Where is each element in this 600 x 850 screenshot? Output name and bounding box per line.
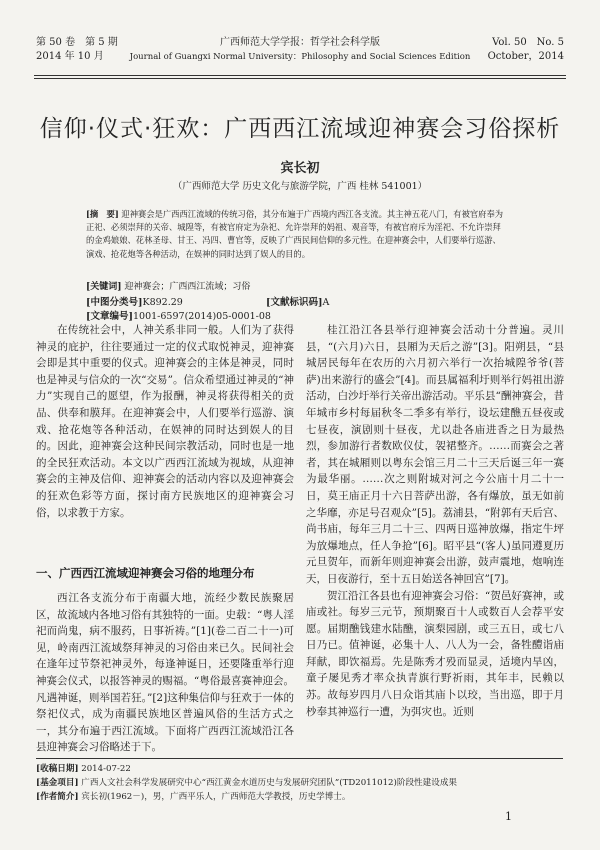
doc-code-label: [文献标识码] (266, 297, 323, 308)
header-center (36, 36, 564, 64)
header-right (488, 36, 564, 64)
volume-issue-en: Vol. 50 No. 5 (492, 37, 564, 48)
article-no-label: [文章编号] (86, 311, 133, 322)
left-column-section (36, 590, 294, 756)
issue-date-en: October，2014 (487, 51, 564, 62)
section-paragraph: 西江各支流分布于南疆大地，流经少数民族聚居区，故流域内各地习俗有其独特的一面。史载：“粤人淫祀而尚鬼，病不服药，日事祈祷。”[1](卷二百二十一)可见，岭南西江流域祭拜神灵的习俗由来已久。民间社会在逢年过节祭祀神灵外，每逢神诞日，还要隆重举行迎神赛会仪式，以报答神灵的赐福。“粤俗最喜赛神迎会。凡遇神诞，则举国若狂。”[2]这种集信仰与狂欢于一体的祭祀仪式，成为南疆民族地区普遍风俗的生活方式之一，其分布遍于西江流域。下面将广西西江流域沿江各县迎神赛会习俗略述于下。 (36, 592, 294, 754)
intro-paragraph: 在传统社会中，人神关系非同一般。人们为了获得神灵的庇护，往往要通过一定的仪式取悦神灵，迎神赛会即是其中重要的仪式。迎神赛会的主体是神灵，同时也是神灵与信众的一次“交易”。信众希望通过神灵的“神力”实现自己的愿望，作为报酬，神灵将获得相关的贡品、供奉和膜拜。在迎神赛会中，人们要举行巡游、演戏、抢花炮等各种活动，在娱神的同时达到娱人的目的。因此，迎神赛会这种民间宗教活动，同时也是一地的全民狂欢活动。本文以广西西江流域为视域，从迎神赛会的主神及信仰、迎神赛会的活动内容以及迎神赛会的狂欢色彩等方面，探讨南方民族地区的迎神赛会习俗，以求教于方家。 (36, 324, 294, 519)
journal-name-cn: 广西师范大学学报：哲学社会科学版 (220, 37, 380, 48)
doc-code: A (322, 297, 330, 308)
abstract (86, 208, 508, 261)
footnotes (36, 762, 564, 804)
keywords-label: [关键词] (86, 282, 122, 292)
keywords-text: 迎神赛会；广西西江流域；习俗 (124, 282, 251, 292)
abstract-text: 迎神赛会是广西西江流域的传统习俗，其分布遍于广西境内西江各支流。其主神五花八门，有被官府奉为正祀、必须崇拜的关帝、城隍等，有被官府定为杂祀、允许崇拜的妈祖、观音等，有被官府斥为淫祀、不允许崇拜的金鸡娘娘、花林圣母、甘王、冯四、曹官等，反映了广西民间信仰的多元性。在迎神赛会中，人们要举行巡游、演戏、抢花炮等各种活动，在娱神的同时达到了娱人的目的。 (86, 209, 504, 259)
keywords (86, 279, 508, 292)
received-date: [收稿日期] 2014-07-22 (36, 764, 131, 774)
right-paragraph-2: 贺江沿江各县也有迎神赛会习俗：“贺邑好赛神，或庙或社。每岁三元节，预期聚百十人或数百人会荐平安愿。届期醮钱建水陆醮，演梨园剧，或三五日，或七八日乃已。值神诞，必集十人、八人为一会，备牲醴诣庙拜献，即饮福焉。先是陈秀才殁而显灵，适境内旱凶，童子屡见秀才率众执青旗行野祈雨，其年丰，民赖以苏。故每岁四月八日众诣其庙卜以珓，当出巡，即于月杪奉其神巡行一遭，为弭灾也。近则 (306, 589, 564, 718)
volume-issue: 第 50 卷 第 5 期 (36, 37, 118, 48)
section-heading: 一、广西西江流域迎神赛会习俗的地理分布 (36, 566, 255, 580)
classification-line (86, 294, 560, 322)
page-number: 1 (505, 810, 512, 823)
left-column-intro (36, 322, 294, 521)
header-rule-top (34, 75, 566, 76)
footnote-rule (36, 758, 563, 759)
author-affiliation: （广西师范大学 历史文化与旅游学院，广西 桂林 541001） (172, 181, 428, 192)
right-column (306, 322, 564, 720)
author-bio: [作者简介] 宾长初(1962－)，男，广西平乐人，广西师范大学教授，历史学博士。 (36, 792, 351, 802)
right-paragraph-1: 桂江沿江各县举行迎神赛会活动十分普遍。灵川县，“(六月)六日，县厢为天后之游”[3]。阳朔县，“县城居民每年在农历的六月初六举行一次抬城隍爷爷(菩萨)出来游行的盛会”[4]。而县属福利圩则举行妈祖出游活动，白沙圩举行关帝出游活动。平乐县“酬神赛会，昔年城市乡村每届秋冬二季多有举行，设坛建醮五昼夜或七昼夜，演剧则十昼夜，尤以赴各庙进香之日为最热烈，参加游行者数欧仪仗，袈裙整齐。……而赛会之著者，其在城厢则以粤东会馆三月二十三天后诞三年一赛为最华丽。……次之则附城对河之今公庙十月二十一日，莫王庙正月十六日菩萨出游，各有爆放，虽无如前之华靡，亦足号召观众”[5]。荔浦县，“附郭有天后宫、尚书庙，每年三月二十三、四两日巡神放爆，指定牛坪为放爆地点，任人争抢”[6]。昭平县“(客人)虽同遵夏历元旦贺年，而新年则迎神赛会出游，鼓声震地，炮响连天，日夜游行，至十五日始送各神回宫”[7]。 (306, 324, 564, 585)
abstract-label: [摘 要] (86, 209, 119, 219)
author-name: 宾长初 (280, 161, 320, 176)
clc-label: [中图分类号] (86, 297, 143, 308)
header-rule-bottom (34, 78, 566, 79)
article-no: 1001-6597(2014)05-0001-08 (133, 311, 271, 322)
clc-code: K892.29 (142, 297, 183, 308)
running-header (36, 36, 564, 76)
journal-name-en: Journal of Guangxi Normal University：Philosophy and Social Sciences Edition (129, 52, 471, 62)
fund-info: [基金项目] 广西人文社会科学发展研究中心“西江黄金水道历史与发展研究团队”(TD2011012)阶段性建设成果 (36, 778, 458, 788)
article-title: 信仰·仪式·狂欢：广西西江流域迎神赛会习俗探析 (39, 116, 561, 142)
issue-date: 2014 年 10 月 (36, 51, 104, 62)
